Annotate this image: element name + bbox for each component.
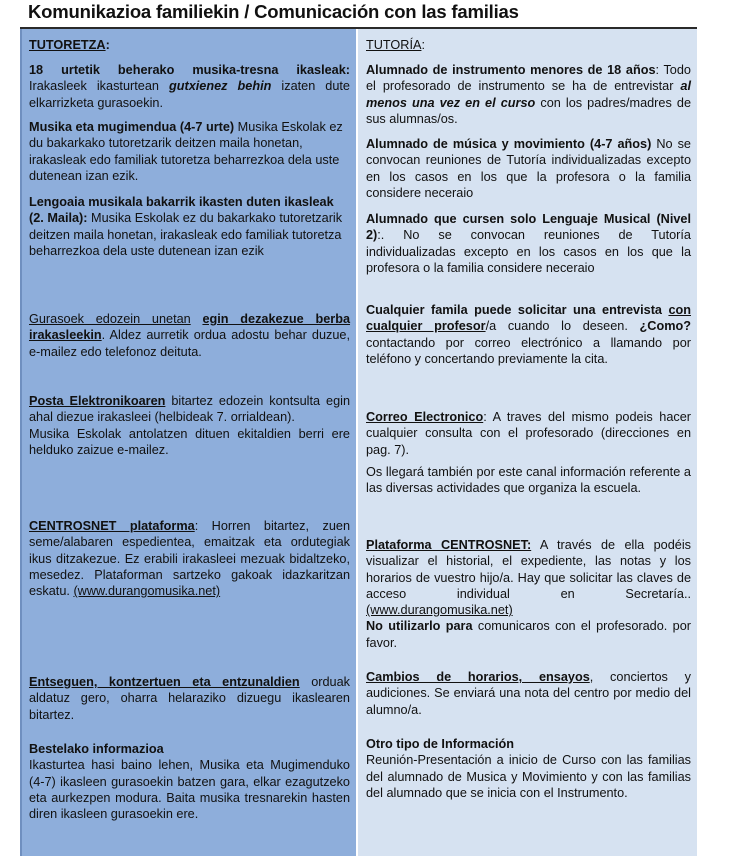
right-section-schedule: Cambios de horarios, ensayos, conciertos y audiciones. Se enviará una nota del centro por medio del alumno/a. [366,670,691,717]
left-section-language: Lengoaia musikala bakarrik ikasten duten ikasleak (2. Maila): Musika Eskolak ez du bakarkako tutoretzarik deitzen maila honetan, irakasleak edo familiak tutoretza beharrezkoa dela uste dutenean izan ezik [29,195,343,258]
column-basque [20,29,356,856]
right-section-request: Cualquier famila puede solicitar una entrevista con cualquier profesor/a cuando lo deseen. ¿Como? contactando por correo electrónico a llamando por teléfono y concertando previamente la cita. [366,303,691,366]
right-heading: TUTORÍA: [366,38,425,52]
left-section-centrosnet: CENTROSNET plataforma: Horren bitartez, zuen seme/alabaren espedientea, emaitzak eta ordutegiak ikus ditzakezue. Ez erabili irakasleei mezuak bidaltzeko, mesedez. Plataforman sartzeko gakoak idazkaritzan eskatu. (www.durangomusika.net) [29,519,350,599]
page-title: Komunikazioa familiekin / Comunicación con las familias [28,1,519,22]
right-section-instrument: Alumnado de instrumento menores de 18 años: Todo el profesorado de instrumento se ha de entrevistar al menos una vez en el curso con los padres/madres de sus alumnas/os. [366,63,692,126]
left-section-music-movement: Musika eta mugimendua (4-7 urte) Musika Eskolak ez du bakarkako tutoretzarik deitzen maila honetan, irakasleak edo familiak tutoretza beharrezkoa dela uste dutenean izan ezik. [29,120,343,183]
right-section-language: Alumnado que cursen solo Lenguaje Musical (Nivel 2):. No se convocan reuniones de Tutoría individualizadas excepto en los casos en los que la profesora o la familia considere neceraio [366,212,691,275]
centrosnet-link[interactable]: (www.durangomusika.net) [73,584,221,599]
centrosnet-link-es[interactable]: (www.durangomusika.net) [366,603,513,618]
left-section-email: Posta Elektronikoaren bitartez edozein kontsulta egin ahal diezue irakasleei (helbideak 7. orrialdean). Musika Eskolak antolatzen dituen ekitaldien berri ere helduko zaizue e-mailez. [29,394,350,457]
right-section-other-info: Otro tipo de Información Reunión-Presentación a inicio de Curso con las familias del alumnado de Musica y Movimiento y con las familias del alumnado que se inicia con el Instrumento. [366,737,691,800]
right-section-centrosnet: Plataforma CENTROSNET: A través de ella podéis visualizar el historial, el expediente, las notas y los horarios de vuestro hijo/a. Hay que solicitar las claves de acceso individual en Secretaría.. (www.durangomusika.net) No utilizarlo para comunicaros con el profesorado. por favor. [366,538,691,650]
column-spanish [358,29,697,856]
left-section-talk: Gurasoek edozein unetan egin dezakezue berba irakasleekin. Aldez aurretik ordua adostu behar duzue, e-mailez edo telefonoz deituta. [29,312,351,359]
left-section-schedule: Entseguen, kontzertuen eta entzunaldien orduak aldatuz gero, oharra helaraziko dizuegu ikaslearen bitartez. [29,675,350,722]
left-heading: TUTORETZA: [29,38,110,52]
right-section-music-movement: Alumnado de música y movimiento (4-7 años) No se convocan reuniones de Tutoría individualizadas excepto en los casos en los que la profesora o la familia considere neceraio [366,137,691,200]
left-section-instrument: 18 urtetik beherako musika-tresna ikasleak: Irakasleek ikasturtean gutxienez behin izaten dute elkarrizketa gurasoekin. [29,63,350,110]
left-section-other-info: Bestelako informazioa Ikasturtea hasi baino lehen, Musika eta Mugimenduko (4-7) ikasleen gurasoekin batzen gara, elkar ezagutzeko eta aurkezpen modura. Baita musika tresnarekin hasten diren ikasleen gurasoekin ere. [29,742,350,822]
right-section-email: Correo Electronico: A traves del mismo podeis hacer cualquier consulta con el profesorado (direcciones en pag. 7). Os llegará también por este canal información referente a las diversas actividades que organiza la escuela. [366,410,691,496]
